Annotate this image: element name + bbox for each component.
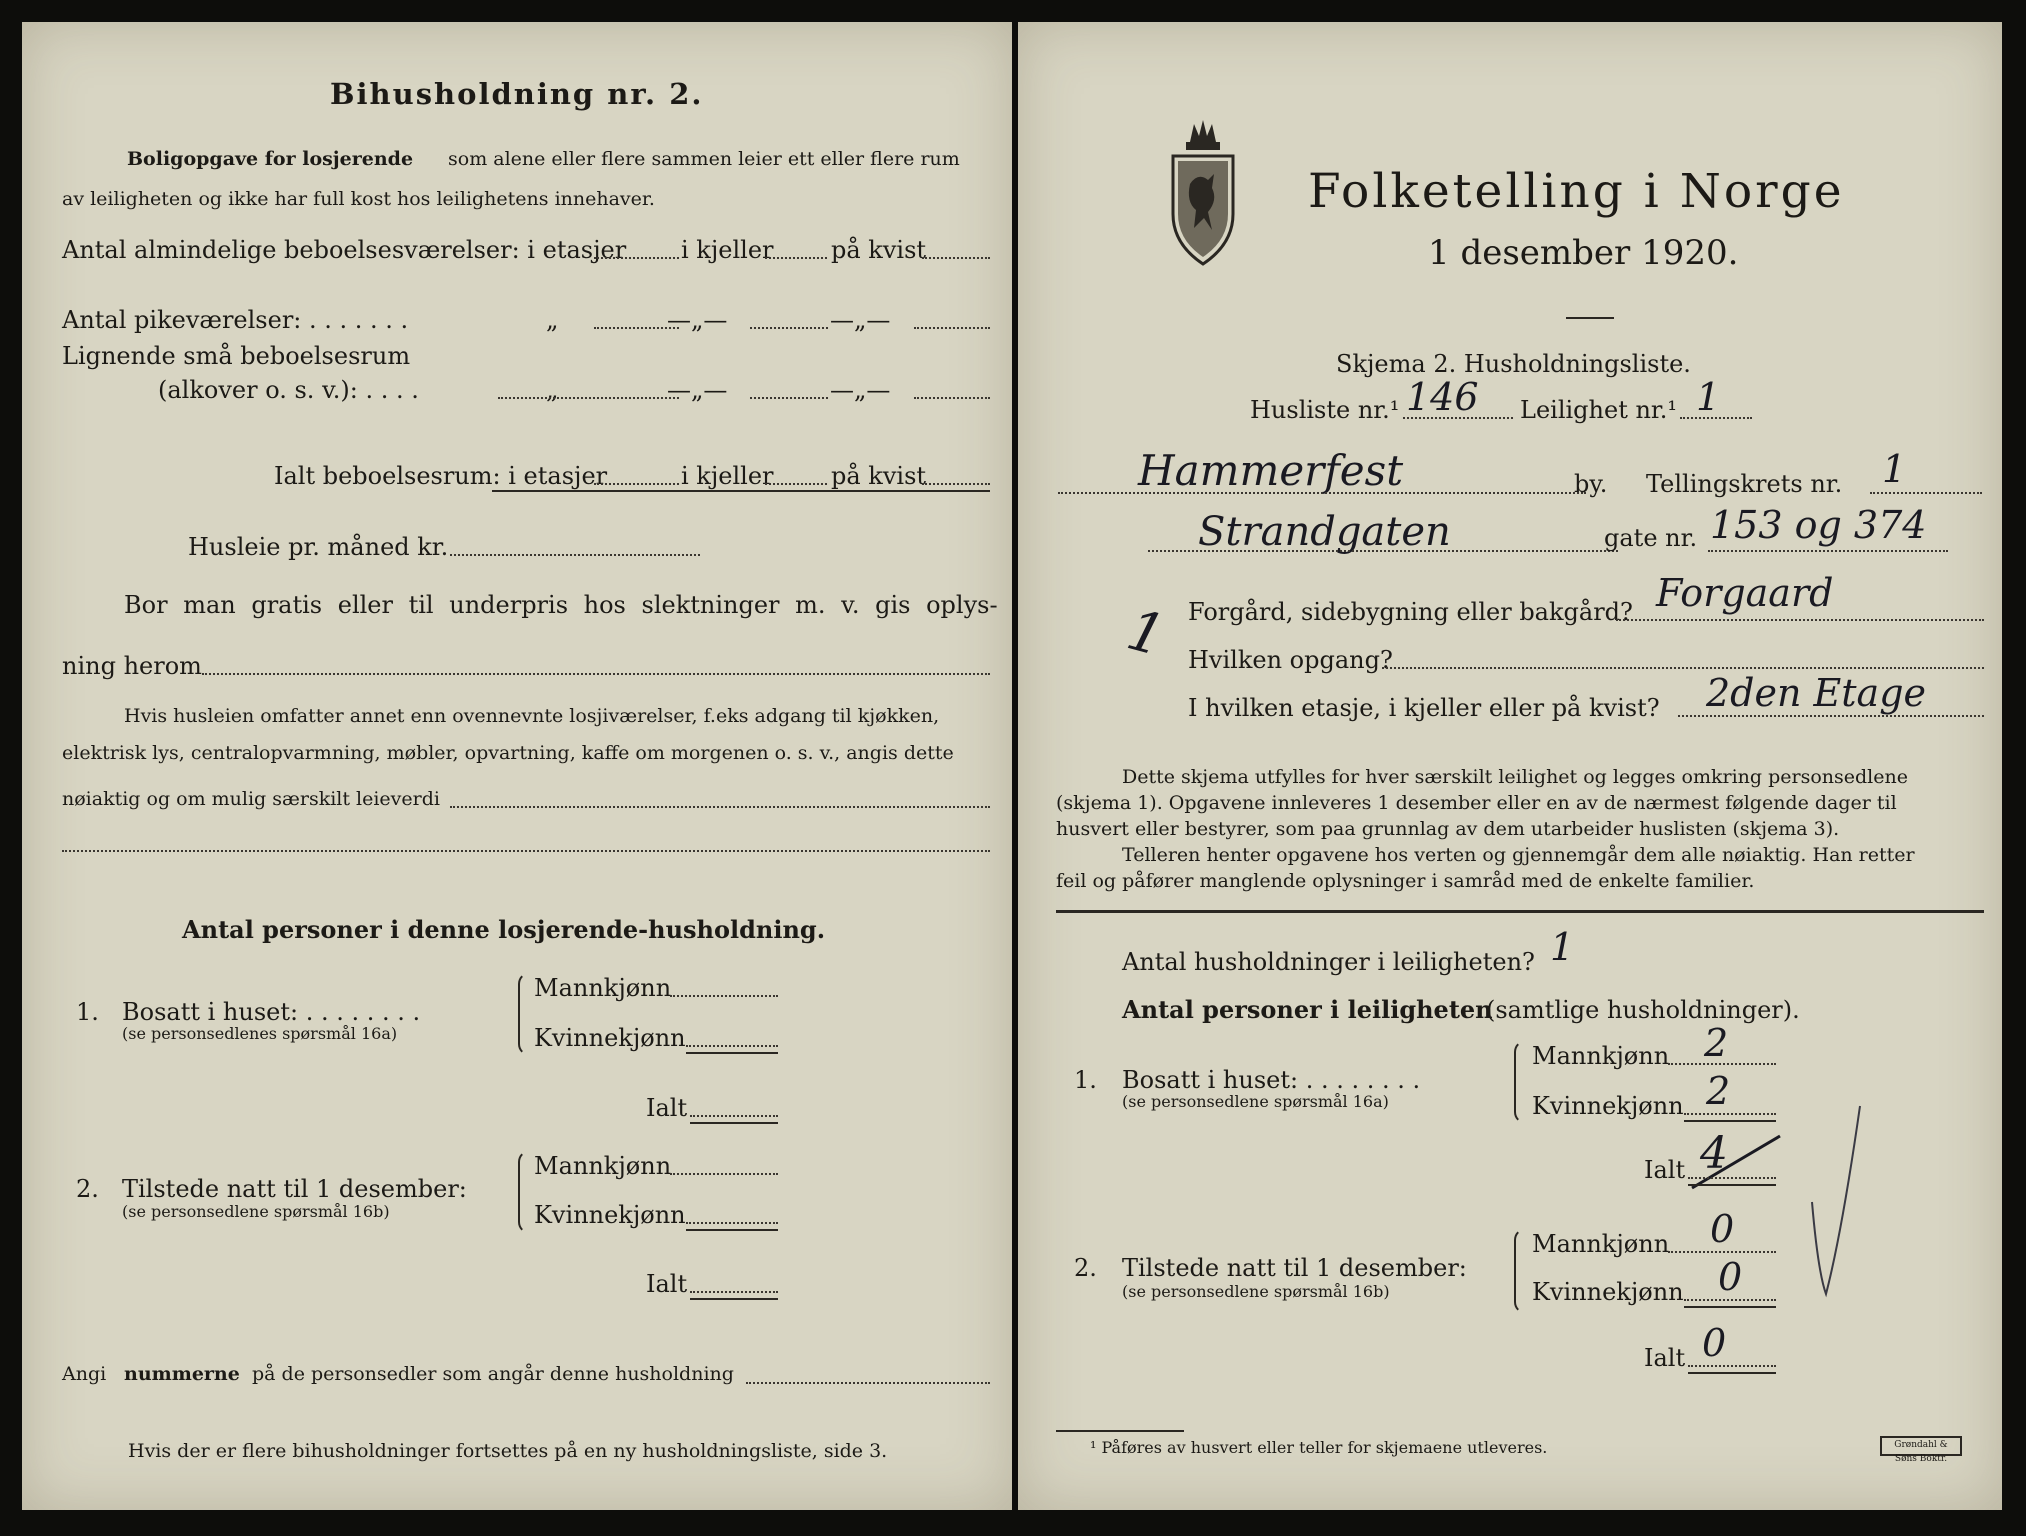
maid-cellar-line	[750, 327, 828, 329]
intro-line2: av leiligheten og ikke har full kost hos leilighetens innehaver.	[62, 188, 655, 210]
footnote: ¹ Påføres av husvert eller teller for skjemaene utleveres.	[1090, 1438, 1548, 1457]
right-q2-female-underline	[1684, 1306, 1776, 1308]
footnote-divider	[1056, 1430, 1184, 1432]
persons-heading-left: Antal personer i denne losjerende-husholdning.	[182, 915, 826, 944]
gate-label: gate nr.	[1604, 524, 1698, 552]
right-q1-female-underline	[1684, 1120, 1776, 1122]
right-q2-female-value[interactable]: 0	[1718, 1255, 1743, 1299]
free-line	[202, 673, 990, 675]
incl-extra-line	[62, 850, 990, 852]
right-q2-female-label: Kvinnekjønn	[1532, 1278, 1684, 1306]
krets-line	[1870, 492, 1982, 494]
street-line	[1148, 550, 1618, 552]
info-line-4: Telleren henter opgavene hos verten og gjennemgår dem alle nøiaktig. Han retter	[1122, 844, 1915, 866]
left-q1-female-label: Kvinnekjønn	[534, 1024, 686, 1052]
rooms-cellar: i kjeller	[681, 236, 774, 264]
numbers-bold: nummerne	[124, 1363, 240, 1385]
leilighet-value[interactable]: 1	[1696, 375, 1721, 419]
right-q1-male-value[interactable]: 2	[1704, 1021, 1729, 1065]
husliste-label: Husliste nr.¹	[1250, 396, 1400, 424]
opgang-line	[1382, 667, 1984, 669]
check-mark	[1808, 1102, 1868, 1302]
right-q2-brace	[1514, 1228, 1526, 1314]
main-title: Folketelling i Norge	[1308, 164, 1845, 219]
rent-line	[450, 554, 700, 556]
left-q1-note: (se personsedlenes spørsmål 16a)	[122, 1024, 398, 1043]
gate-value[interactable]: 153 og 374	[1710, 503, 1927, 547]
total-etasjer-line	[594, 483, 679, 485]
persons-heading-right: Antal personer i leiligheten	[1122, 995, 1493, 1024]
left-q2-female-label: Kvinnekjønn	[534, 1201, 686, 1229]
maid-attic-line	[914, 327, 990, 329]
city-label: by.	[1574, 470, 1608, 498]
right-q1-male-label: Mannkjønn	[1532, 1042, 1670, 1070]
right-q2-male-value[interactable]: 0	[1710, 1207, 1735, 1251]
right-q2-male-label: Mannkjønn	[1532, 1230, 1670, 1258]
title-divider	[1566, 317, 1614, 319]
left-q2-female-underline	[686, 1229, 778, 1231]
right-q1-label: Bosatt i huset: . . . . . . . .	[1122, 1066, 1421, 1094]
info-line-3: husvert eller bestyrer, som paa grunnlag av dem utarbeider huslisten (skjema 3).	[1056, 818, 1840, 840]
incl-line-3: nøiaktig og om mulig særskilt leieverdi	[62, 788, 440, 810]
right-q1-male-line	[1668, 1063, 1776, 1065]
similar-attic-line	[914, 397, 990, 399]
left-q1-female-line	[686, 1045, 778, 1047]
left-q1-brace	[518, 972, 530, 1056]
right-q1-total-line	[1688, 1177, 1776, 1179]
similar-cellar-line	[750, 397, 828, 399]
right-q1-total-value[interactable]: 4	[1700, 1128, 1728, 1179]
etasje-label: I hvilken etasje, i kjeller eller på kvist?	[1188, 694, 1660, 722]
total-rooms-underline	[492, 490, 990, 492]
forgard-line	[1616, 619, 1984, 621]
info-line-1: Dette skjema utfylles for hver særskilt leilighet og legges omkring personsedlene	[1122, 766, 1908, 788]
leilighet-label: Leilighet nr.¹	[1520, 396, 1678, 424]
left-q1-male-line	[670, 995, 778, 997]
printer-stamp: Grøndahl & Søns Boktr.	[1880, 1436, 1962, 1456]
opgang-label: Hvilken opgang?	[1188, 646, 1393, 674]
rooms-label: Antal almindelige beboelsesværelser: i etasjer	[62, 236, 627, 264]
etasje-line	[1678, 715, 1984, 717]
right-q1-brace	[1514, 1040, 1526, 1124]
street-value[interactable]: Strandgaten	[1198, 509, 1451, 555]
left-q1-num: 1.	[76, 998, 99, 1026]
left-q1-total-line	[690, 1115, 778, 1117]
city-value[interactable]: Hammerfest	[1138, 446, 1404, 495]
strike-mark	[1688, 1128, 1784, 1192]
total-attic: på kvist	[831, 462, 927, 490]
households-value[interactable]: 1	[1550, 925, 1575, 969]
rooms-attic-line	[922, 257, 990, 259]
right-q1-total-label: Ialt	[1644, 1156, 1686, 1184]
maid-ditto-1: „	[546, 306, 559, 334]
left-q2-total-line	[690, 1291, 778, 1293]
total-cellar-line	[765, 483, 827, 485]
left-q2-female-line	[686, 1222, 778, 1224]
etasje-value[interactable]: 2den Etage	[1706, 671, 1927, 715]
similar-rooms-label-2: (alkover o. s. v.): . . . .	[158, 376, 419, 404]
maid-rooms-label: Antal pikeværelser: . . . . . . .	[62, 306, 409, 334]
left-q2-total-underline	[690, 1298, 778, 1300]
left-q2-total-label: Ialt	[646, 1270, 688, 1298]
husliste-line	[1403, 417, 1513, 419]
similar-ditto-1: „	[546, 376, 559, 404]
rent-label: Husleie pr. måned kr.	[188, 533, 449, 561]
census-date: 1 desember 1920.	[1428, 233, 1739, 273]
similar-etasjer-line	[498, 397, 679, 399]
left-q2-note: (se personsedlene spørsmål 16b)	[122, 1202, 390, 1221]
total-attic-line	[922, 483, 990, 485]
households-label: Antal husholdninger i leiligheten?	[1122, 948, 1535, 976]
similar-rooms-label-1: Lignende små beboelsesrum	[62, 342, 411, 370]
intro-rest: som alene eller flere sammen leier ett eller flere rum	[448, 148, 960, 170]
rooms-cellar-line	[765, 257, 827, 259]
maid-ditto-2: —„—	[667, 306, 728, 334]
right-q2-label: Tilstede natt til 1 desember:	[1122, 1254, 1467, 1282]
right-q1-female-value[interactable]: 2	[1706, 1069, 1731, 1113]
left-q1-male-label: Mannkjønn	[534, 974, 672, 1002]
total-cellar: i kjeller	[681, 462, 774, 490]
right-q1-num: 1.	[1074, 1066, 1097, 1094]
right-q1-female-label: Kvinnekjønn	[1532, 1092, 1684, 1120]
similar-ditto-2: —„—	[667, 376, 728, 404]
left-q1-total-label: Ialt	[646, 1094, 688, 1122]
right-q2-male-line	[1668, 1251, 1776, 1253]
gate-line	[1708, 550, 1948, 552]
left-q1-female-underline	[686, 1052, 778, 1054]
city-line	[1058, 492, 1586, 494]
forgard-label: Forgård, sidebygning eller bakgård?	[1188, 598, 1633, 626]
right-q1-total-underline	[1688, 1184, 1776, 1186]
incl-line	[450, 806, 990, 808]
left-footer: Hvis der er flere bihusholdninger fortsettes på en ny husholdningsliste, side 3.	[128, 1440, 888, 1462]
right-q2-num: 2.	[1074, 1254, 1097, 1282]
schema-label: Skjema 2. Husholdningsliste.	[1336, 350, 1691, 378]
free-line-2: ning herom	[62, 652, 202, 680]
free-line-1: Bor man gratis eller til underpris hos slektninger m. v. gis oplys-	[124, 591, 998, 619]
persons-heading-rest: (samtlige husholdninger).	[1486, 996, 1800, 1024]
right-q2-female-line	[1684, 1299, 1776, 1301]
krets-value[interactable]: 1	[1882, 447, 1907, 491]
left-q2-brace	[518, 1150, 530, 1234]
numbers-line	[746, 1382, 990, 1384]
right-page	[1018, 22, 2002, 1510]
bihusholdning-title: Bihusholdning nr. 2.	[330, 77, 704, 111]
left-q2-male-label: Mannkjønn	[534, 1152, 672, 1180]
left-page	[22, 22, 1012, 1510]
right-q1-note: (se personsedlene spørsmål 16a)	[1122, 1092, 1389, 1111]
maid-ditto-3: —„—	[830, 306, 891, 334]
right-q2-total-value[interactable]: 0	[1702, 1321, 1727, 1365]
right-q2-total-line	[1688, 1365, 1776, 1367]
coat-of-arms-icon	[1168, 114, 1238, 266]
husliste-value[interactable]: 146	[1406, 375, 1479, 419]
right-q2-total-underline	[1688, 1372, 1776, 1374]
numbers-pre: Angi	[62, 1363, 107, 1385]
leilighet-line	[1680, 417, 1752, 419]
total-rooms-label: Ialt beboelsesrum: i etasjer	[274, 462, 608, 490]
numbers-post: på de personsedler som angår denne husholdning	[252, 1363, 734, 1385]
similar-ditto-3: —„—	[830, 376, 891, 404]
left-q2-male-line	[670, 1173, 778, 1175]
intro-bold: Boligopgave for losjerende	[127, 148, 414, 170]
info-line-2: (skjema 1). Opgavene innleveres 1 desember eller en av de nærmest følgende dager til	[1056, 792, 1897, 814]
rooms-attic: på kvist	[831, 236, 927, 264]
margin-mark: 1	[1120, 597, 1172, 670]
info-divider	[1056, 910, 1984, 913]
forgard-value[interactable]: Forgaard	[1656, 571, 1834, 615]
rooms-etasjer-line	[594, 257, 679, 259]
info-line-5: feil og påfører manglende oplysninger i samråd med de enkelte familier.	[1056, 870, 1755, 892]
left-q2-num: 2.	[76, 1175, 99, 1203]
right-q1-female-line	[1684, 1113, 1776, 1115]
incl-line-1: Hvis husleien omfatter annet enn ovennevnte losjiværelser, f.eks adgang til kjøkken,	[124, 705, 940, 727]
right-q2-note: (se personsedlene spørsmål 16b)	[1122, 1282, 1390, 1301]
left-q1-label: Bosatt i huset: . . . . . . . .	[122, 998, 421, 1026]
right-q2-total-label: Ialt	[1644, 1344, 1686, 1372]
incl-line-2: elektrisk lys, centralopvarmning, møbler, opvartning, kaffe om morgenen o. s. v., angis dette	[62, 742, 954, 764]
left-q1-total-underline	[690, 1122, 778, 1124]
left-q2-label: Tilstede natt til 1 desember:	[122, 1175, 467, 1203]
krets-label: Tellingskrets nr.	[1646, 470, 1843, 498]
